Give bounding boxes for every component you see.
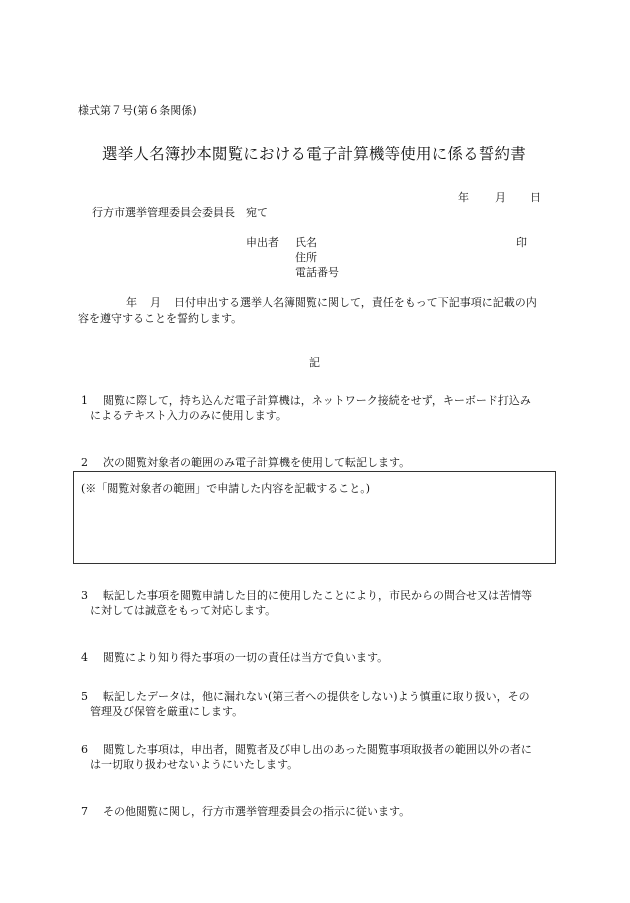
item-text: によるテキスト入力のみに使用します。 — [90, 409, 287, 422]
item-number: 1 — [81, 394, 88, 407]
addressee: 行方市選挙管理委員会委員長 宛て — [92, 206, 268, 219]
item-text: 閲覧により知り得た事項の一切の責任は当方で負います。 — [103, 651, 389, 664]
item-text: その他閲覧に関し，行方市選挙管理委員会の指示に従います。 — [103, 805, 411, 818]
box-note: (※「閲覧対象者の範囲」で申請した内容を記載すること。) — [81, 482, 371, 495]
address-label: 住所 — [295, 251, 317, 264]
date-day: 日 — [530, 191, 541, 204]
intro-month: 月 — [150, 296, 161, 309]
item-number: 7 — [81, 805, 88, 818]
phone-label: 電話番号 — [295, 266, 339, 279]
item-number: 3 — [81, 589, 88, 602]
item-text: は一切取り扱わせないようにいたします。 — [90, 758, 299, 771]
item-text: に対しては誠意をもって対応します。 — [90, 604, 277, 617]
item-text: 閲覧した事項は，申出者，閲覧者及び申し出のあった閲覧事項取扱者の範囲以外の者に — [103, 743, 532, 756]
item-text: 管理及び保管を厳重にします。 — [90, 705, 244, 718]
page-title: 選挙人名簿抄本閲覧における電子計算機等使用に係る誓約書 — [102, 145, 526, 163]
seal-label: 印 — [516, 236, 527, 249]
item-text: 転記した事項を閲覧申請した目的に使用したことにより，市民からの問合せ又は苦情等 — [103, 589, 532, 602]
target-range-box[interactable] — [73, 471, 556, 564]
item-text: 転記したデータは，他に漏れない(第三者への提供をしない)よう慎重に取り扱い，その — [103, 690, 530, 703]
applicant-label: 申出者 — [246, 236, 279, 249]
date-year: 年 — [458, 191, 469, 204]
item-text: 次の閲覧対象者の範囲のみ電子計算機を使用して転記します。 — [103, 456, 411, 469]
name-label: 氏名 — [295, 236, 317, 249]
item-number: 2 — [81, 456, 88, 469]
intro-line2: 容を遵守することを誓約します。 — [78, 312, 243, 325]
form-id: 様式第７号(第６条関係) — [78, 104, 197, 117]
item-number: 4 — [81, 651, 88, 664]
item-text: 閲覧に際して，持ち込んだ電子計算機は，ネットワーク接続をせず，キーボード打込み — [103, 394, 531, 407]
item-number: 5 — [81, 690, 88, 703]
ki-heading: 記 — [309, 356, 320, 369]
intro-line1: 日付申出する選挙人名簿閲覧に関して，責任をもって下記事項に記載の内 — [174, 296, 537, 309]
intro-year: 年 — [126, 296, 137, 309]
item-number: 6 — [81, 743, 88, 756]
date-month: 月 — [495, 191, 506, 204]
